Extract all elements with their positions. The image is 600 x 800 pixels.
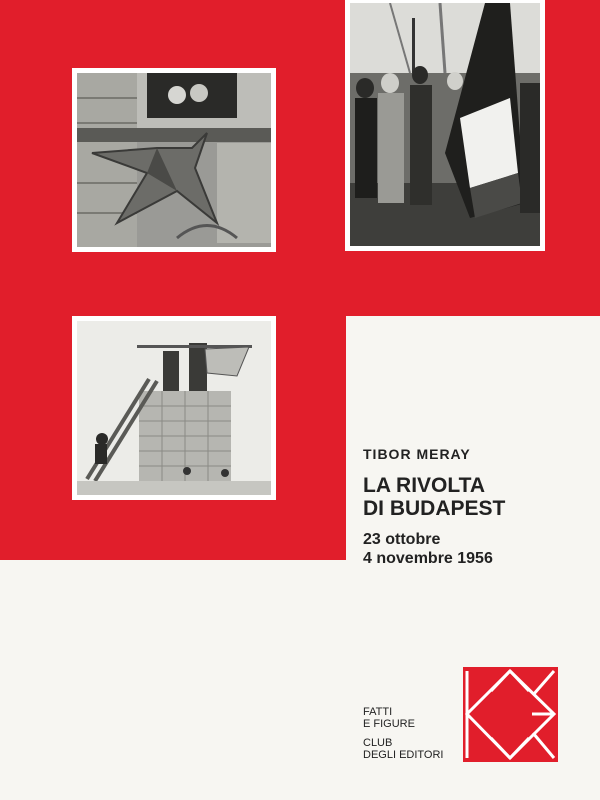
author-name: TIBOR MERAY	[363, 446, 471, 462]
series-line-2: E FIGURE	[363, 718, 415, 730]
photo-window-star	[72, 68, 276, 252]
title-line-1: LA RIVOLTA	[363, 474, 486, 497]
series-line-1: FATTI	[363, 706, 393, 718]
photo-crowd-flag	[345, 0, 545, 251]
publisher-line-2: DEGLI EDITORI	[363, 749, 444, 761]
title-line-2: DI BUDAPEST	[363, 497, 506, 520]
subtitle-line-2: 4 novembre 1956	[363, 550, 493, 567]
book-title	[363, 474, 505, 520]
publisher-name	[363, 737, 443, 761]
book-subtitle	[363, 530, 493, 568]
series-name	[363, 706, 415, 730]
photo-statue-plinth	[72, 316, 276, 500]
subtitle-line-1: 23 ottobre	[363, 531, 441, 548]
publisher-line-1: CLUB	[363, 737, 393, 749]
publisher-logo-icon	[463, 667, 558, 762]
